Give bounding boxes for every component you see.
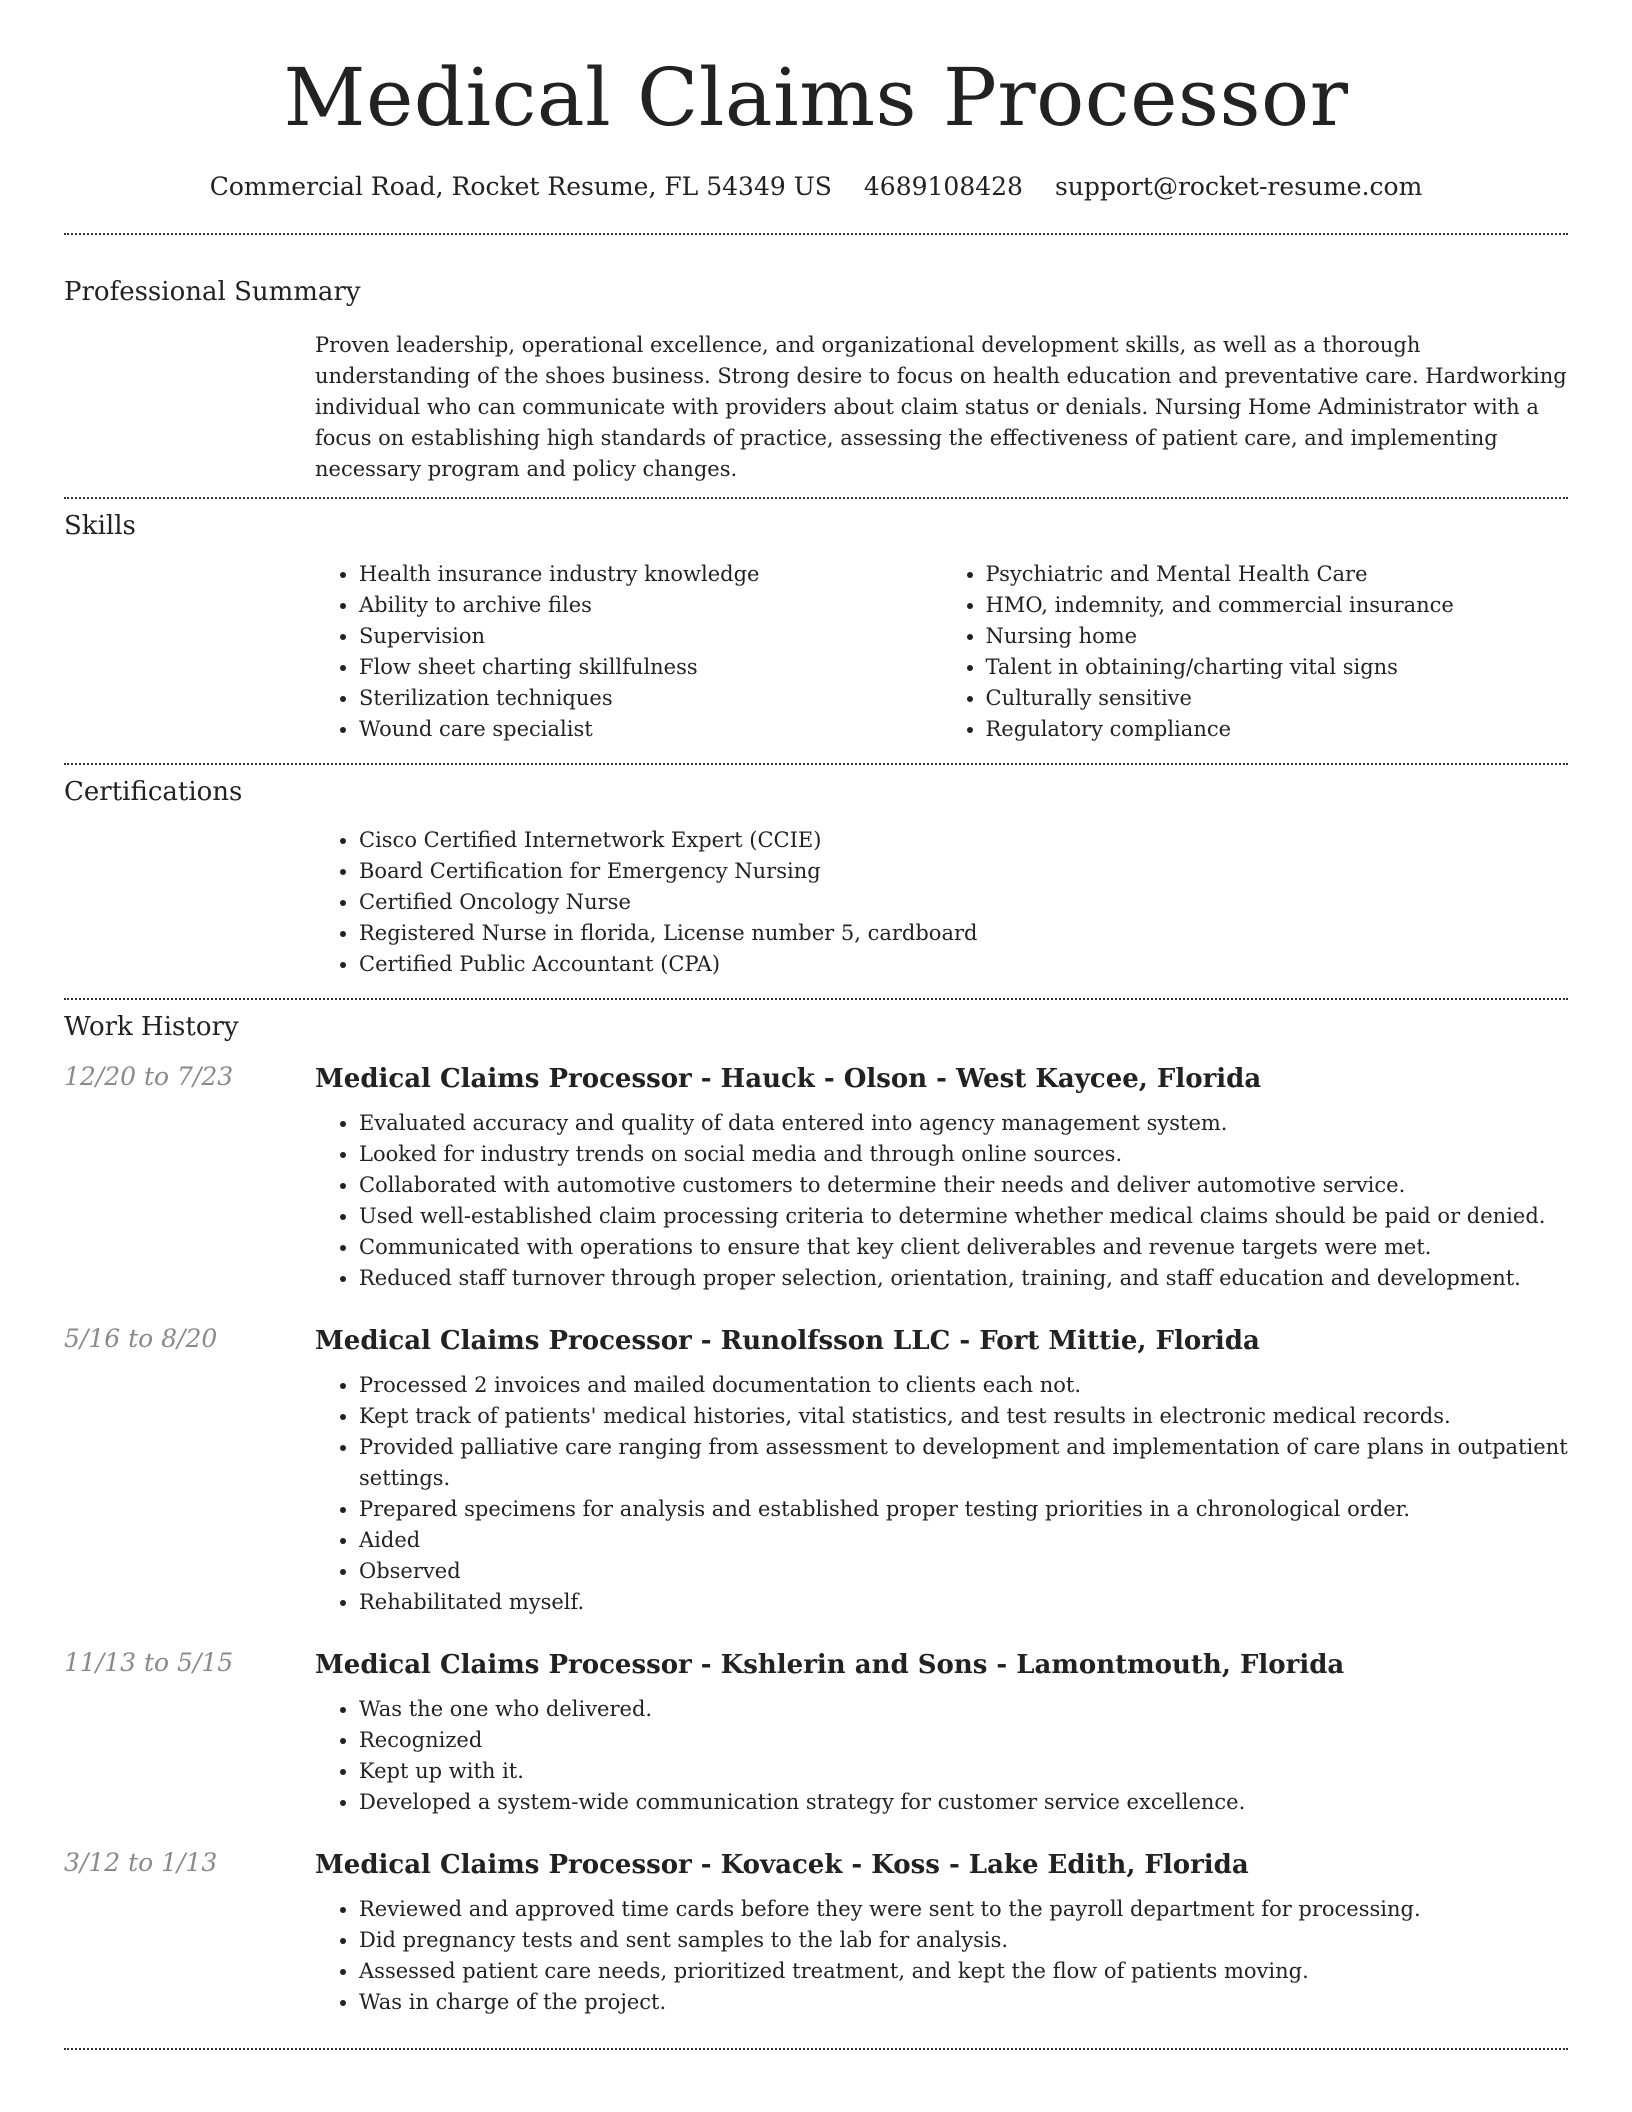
job-content bbox=[315, 1648, 1568, 1818]
contact-email: support@rocket-resume.com bbox=[1054, 172, 1423, 201]
certification-item: • Certified Public Accountant (CPA) bbox=[359, 949, 1568, 980]
job-bullet: • Aided bbox=[359, 1525, 1568, 1556]
skill-item: • Flow sheet charting skillfulness bbox=[359, 652, 942, 683]
job-entry bbox=[64, 1648, 1568, 1818]
job-dates: 5/16 to 8/20 bbox=[64, 1324, 218, 1353]
job-bullet: • Evaluated accuracy and quality of data entered into agency management system. bbox=[359, 1108, 1568, 1139]
job-bullet: • Looked for industry trends on social media and through online sources. bbox=[359, 1139, 1568, 1170]
summary-section-title: Professional Summary bbox=[64, 277, 361, 307]
job-bullet: • Was the one who delivered. bbox=[359, 1694, 1568, 1725]
certification-item: • Registered Nurse in florida, License number 5, cardboard bbox=[359, 918, 1568, 949]
job-dates: 3/12 to 1/13 bbox=[64, 1848, 218, 1877]
job-content bbox=[315, 1848, 1568, 2018]
job-bullet: • Recognized bbox=[359, 1725, 1568, 1756]
skill-item: • Regulatory compliance bbox=[986, 714, 1569, 745]
skills-content bbox=[315, 559, 1568, 745]
job-bullet: • Kept up with it. bbox=[359, 1756, 1568, 1787]
skills-section bbox=[64, 499, 1568, 745]
job-bullet: • Prepared specimens for analysis and established proper testing priorities in a chronological order. bbox=[359, 1494, 1568, 1525]
job-bullet: • Developed a system-wide communication strategy for customer service excellence. bbox=[359, 1787, 1568, 1818]
job-bullet: • Collaborated with automotive customers to determine their needs and deliver automotive service. bbox=[359, 1170, 1568, 1201]
job-bullet: • Was in charge of the project. bbox=[359, 1987, 1568, 2018]
skill-item: • HMO, indemnity, and commercial insurance bbox=[986, 590, 1569, 621]
job-title: Medical Claims Processor - Kovacek - Koss - Lake Edith, Florida bbox=[315, 1850, 1249, 1880]
job-bullet: • Observed bbox=[359, 1556, 1568, 1587]
skill-item: • Nursing home bbox=[986, 621, 1569, 652]
certifications-section bbox=[64, 765, 1568, 980]
contact-address: Commercial Road, Rocket Resume, FL 54349 US bbox=[209, 172, 832, 201]
work-history-section bbox=[64, 1000, 1568, 2018]
skill-item: • Supervision bbox=[359, 621, 942, 652]
job-bullet: • Used well-established claim processing criteria to determine whether medical claims should be paid or denied. bbox=[359, 1201, 1568, 1232]
job-title: Medical Claims Processor - Hauck - Olson - West Kaycee, Florida bbox=[315, 1064, 1262, 1094]
certification-item: • Certified Oncology Nurse bbox=[359, 887, 1568, 918]
resume-page bbox=[64, 0, 1568, 2050]
job-bullet: • Rehabilitated myself. bbox=[359, 1587, 1568, 1618]
skill-item: • Health insurance industry knowledge bbox=[359, 559, 942, 590]
job-bullet: • Provided palliative care ranging from assessment to development and implementation of care plans in outpatient settings. bbox=[359, 1432, 1568, 1494]
job-content bbox=[315, 1062, 1568, 1294]
summary-content bbox=[315, 330, 1568, 485]
work-history-jobs bbox=[64, 1062, 1568, 2018]
job-title: Medical Claims Processor - Kshlerin and Sons - Lamontmouth, Florida bbox=[315, 1650, 1345, 1680]
job-bullet: • Kept track of patients' medical histories, vital statistics, and test results in electronic medical records. bbox=[359, 1401, 1568, 1432]
job-content bbox=[315, 1324, 1568, 1618]
job-bullets bbox=[315, 1370, 1568, 1618]
job-title: Medical Claims Processor - Runolfsson LLC - Fort Mittie, Florida bbox=[315, 1326, 1260, 1356]
certification-item: • Cisco Certified Internetwork Expert (CCIE) bbox=[359, 825, 1568, 856]
summary-text: Proven leadership, operational excellence, and organizational development skills, as well as a thorough understanding of the shoes business. Strong desire to focus on health education and preventative care. Hardworking individual who can communicate with providers about claim status or denials. Nursing Home Administrator with a focus on establishing high standards of practice, assessing the effectiveness of patient care, and implementing necessary program and policy changes. bbox=[315, 333, 1567, 481]
job-entry bbox=[64, 1324, 1568, 1618]
skill-item: • Wound care specialist bbox=[359, 714, 942, 745]
skill-item: • Psychiatric and Mental Health Care bbox=[986, 559, 1569, 590]
skill-item: • Sterilization techniques bbox=[359, 683, 942, 714]
job-bullet: • Reduced staff turnover through proper selection, orientation, training, and staff education and development. bbox=[359, 1263, 1568, 1294]
job-entry bbox=[64, 1848, 1568, 2018]
job-bullet: • Did pregnancy tests and sent samples to the lab for analysis. bbox=[359, 1925, 1568, 1956]
resume-name-heading: Medical Claims Processor bbox=[283, 51, 1349, 144]
job-dates: 12/20 to 7/23 bbox=[64, 1062, 234, 1091]
skills-list-left bbox=[315, 559, 942, 745]
section-divider bbox=[64, 2048, 1568, 2050]
certifications-section-title: Certifications bbox=[64, 777, 243, 807]
job-bullets bbox=[315, 1694, 1568, 1818]
skill-item: • Talent in obtaining/charting vital signs bbox=[986, 652, 1569, 683]
job-bullet: • Assessed patient care needs, prioritized treatment, and kept the flow of patients moving. bbox=[359, 1956, 1568, 1987]
skills-section-title: Skills bbox=[64, 511, 136, 541]
certifications-content bbox=[315, 825, 1568, 980]
job-entry bbox=[64, 1062, 1568, 1294]
job-bullets bbox=[315, 1894, 1568, 2018]
job-dates: 11/13 to 5/15 bbox=[64, 1648, 234, 1677]
skill-item: • Culturally sensitive bbox=[986, 683, 1569, 714]
job-bullet: • Communicated with operations to ensure that key client deliverables and revenue targets were met. bbox=[359, 1232, 1568, 1263]
job-bullets bbox=[315, 1108, 1568, 1294]
skill-item: • Ability to archive files bbox=[359, 590, 942, 621]
job-bullet: • Processed 2 invoices and mailed documentation to clients each not. bbox=[359, 1370, 1568, 1401]
contact-line bbox=[64, 172, 1568, 206]
summary-section bbox=[64, 235, 1568, 485]
job-bullet: • Reviewed and approved time cards before they were sent to the payroll department for processing. bbox=[359, 1894, 1568, 1925]
work-history-section-title: Work History bbox=[64, 1012, 239, 1042]
certifications-list bbox=[315, 825, 1568, 980]
skills-list-right bbox=[942, 559, 1569, 745]
certification-item: • Board Certification for Emergency Nursing bbox=[359, 856, 1568, 887]
contact-phone: 4689108428 bbox=[863, 172, 1023, 201]
